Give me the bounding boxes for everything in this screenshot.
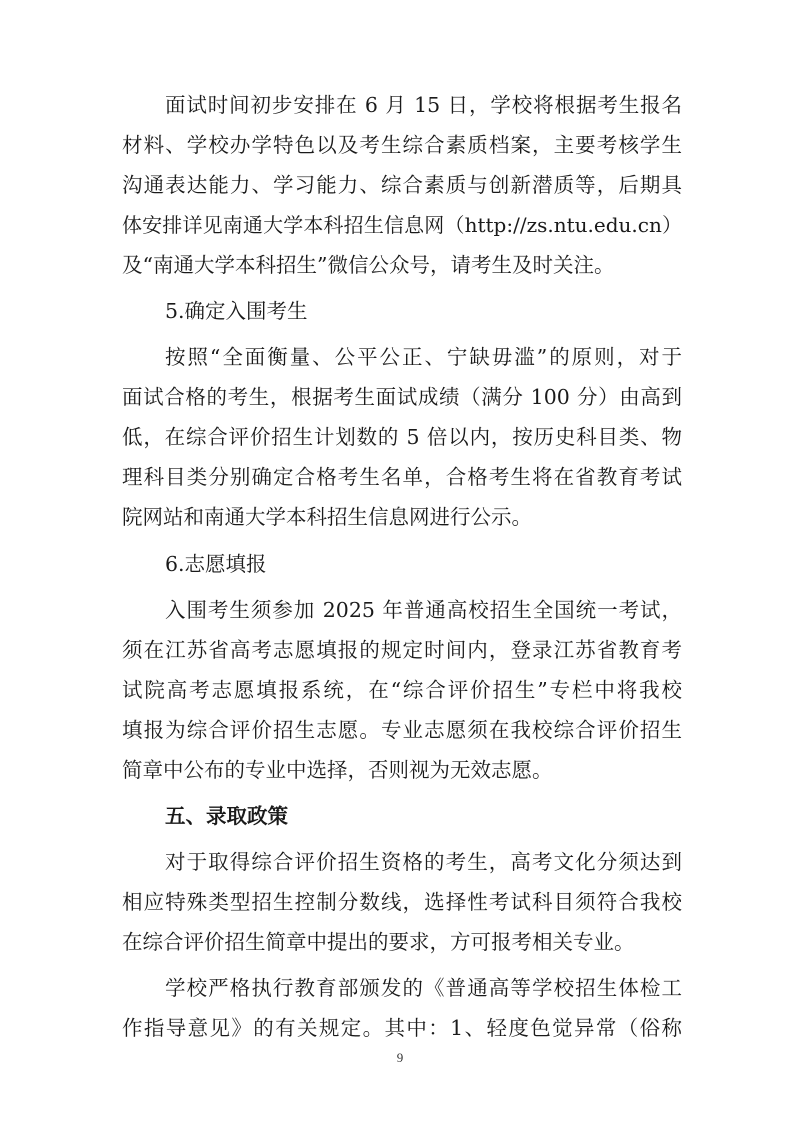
paragraph-admission-line-2: 相应特殊类型招生控制分数线，选择性考试科目须符合我校 xyxy=(122,890,682,914)
heading-application: 6.志愿填报 xyxy=(165,552,267,576)
paragraph-interview-line-4: 体安排详见南通大学本科招生信息网（http://zs.ntu.edu.cn） xyxy=(122,213,682,237)
paragraph-apply-line-5: 简章中公布的专业中选择，否则视为无效志愿。 xyxy=(122,758,553,782)
paragraph-interview-line-3: 沟通表达能力、学习能力、综合素质与创新潜质等，后期具 xyxy=(122,173,682,197)
paragraph-apply-line-3: 试院高考志愿填报系统，在“综合评价招生”专栏中将我校 xyxy=(122,678,682,702)
page-number: 9 xyxy=(396,1050,404,1065)
paragraph-select-line-4: 理科目类分别确定合格考生名单，合格考生将在省教育考试 xyxy=(122,465,682,489)
paragraph-apply-line-4: 填报为综合评价招生志愿。专业志愿须在我校综合评价招生 xyxy=(122,718,682,742)
paragraph-select-line-3: 低，在综合评价招生计划数的 5 倍以内，按历史科目类、物 xyxy=(122,425,682,449)
paragraph-select-line-1: 按照“全面衡量、公平公正、宁缺毋滥”的原则，对于 xyxy=(165,345,682,369)
paragraph-interview-line-5: 及“南通大学本科招生”微信公众号，请考生及时关注。 xyxy=(122,253,615,277)
heading-confirm-candidates: 5.确定入围考生 xyxy=(165,299,308,323)
paragraph-interview-line-1: 面试时间初步安排在 6 月 15 日，学校将根据考生报名 xyxy=(165,93,682,117)
paragraph-select-line-5: 院网站和南通大学本科招生信息网进行公示。 xyxy=(122,505,532,529)
paragraph-health-line-1: 学校严格执行教育部颁发的《普通高等学校招生体检工 xyxy=(165,976,682,1000)
paragraph-interview-line-2: 材料、学校办学特色以及考生综合素质档案，主要考核学生 xyxy=(122,133,682,157)
paragraph-admission-line-1: 对于取得综合评价招生资格的考生，高考文化分须达到 xyxy=(165,850,682,874)
paragraph-health-line-2: 作指导意见》的有关规定。其中：1、轻度色觉异常（俗称 xyxy=(122,1016,682,1040)
paragraph-apply-line-1: 入围考生须参加 2025 年普通高校招生全国统一考试， xyxy=(165,598,682,622)
section-title-admission-policy: 五、录取政策 xyxy=(165,804,288,828)
paragraph-apply-line-2: 须在江苏省高考志愿填报的规定时间内，登录江苏省教育考 xyxy=(122,638,682,662)
paragraph-admission-line-3: 在综合评价招生简章中提出的要求，方可报考相关专业。 xyxy=(122,930,635,954)
paragraph-select-line-2: 面试合格的考生，根据考生面试成绩（满分 100 分）由高到 xyxy=(122,385,682,409)
